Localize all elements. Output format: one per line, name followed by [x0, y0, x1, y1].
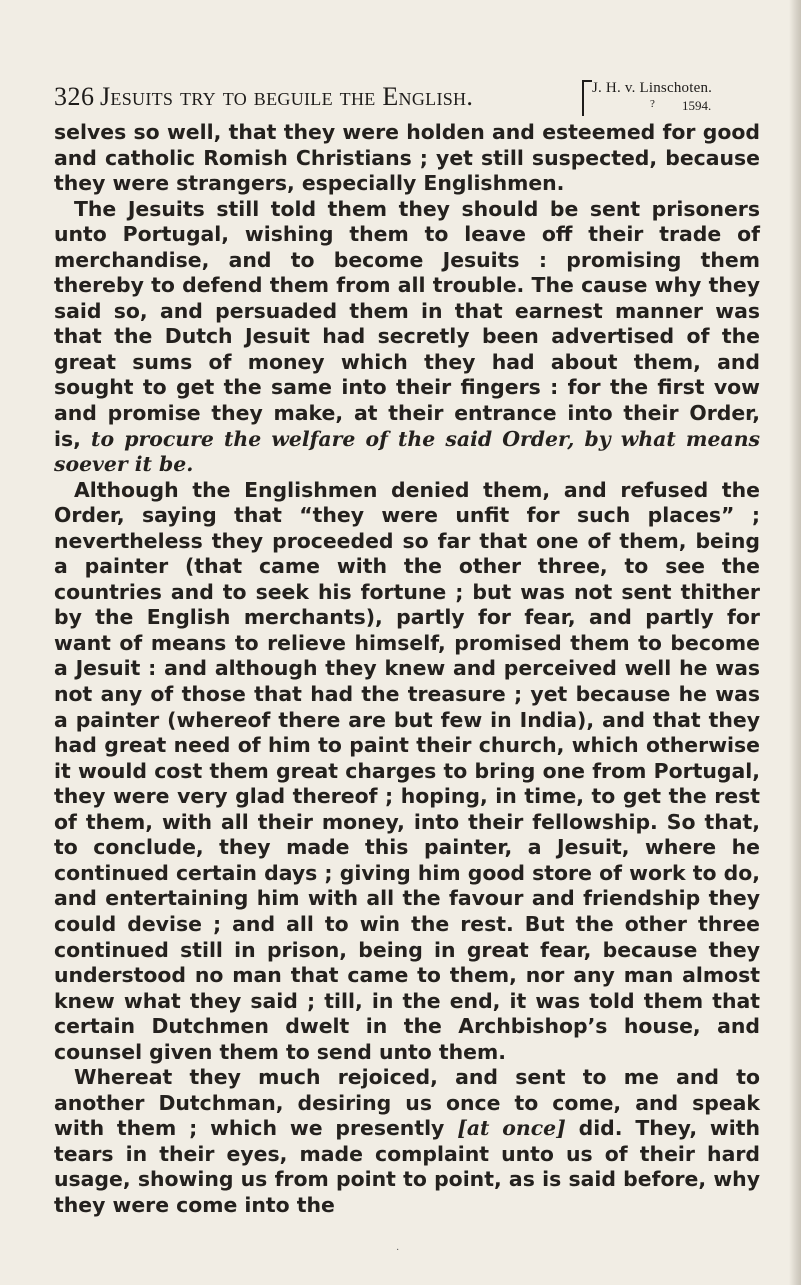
- bracket-mark: [582, 80, 592, 116]
- side-note-bracket: [582, 80, 760, 118]
- text-segment: selves so well, that they were holden and esteemed for good and catholic Romish Christians ; yet still suspected, because they were strangers, especially Englishmen.: [54, 120, 760, 196]
- bracket-year: 1594.: [682, 98, 712, 113]
- book-page: [54, 78, 760, 1219]
- text-segment: did. They, with tears in their eyes, made complaint unto us of their hard usage, showing us from point to point, as is said before, why they were come into the: [54, 1116, 760, 1217]
- paragraph: [54, 1065, 760, 1218]
- page-header: [54, 78, 760, 118]
- footer-mark: ·: [396, 1245, 400, 1256]
- running-title: Jesuits try to beguile the English.: [100, 82, 474, 111]
- italic-segment: [at once]: [457, 1116, 566, 1141]
- text-segment: Whereat they much rejoiced, and sent to me and to another Dutchman, desiring us once to come, and speak with them ; which we presently: [54, 1065, 760, 1141]
- bracket-author: J. H. v. Linschoten.: [592, 80, 713, 96]
- text-segment: The Jesuits still told them they should be sent prisoners unto Portugal, wishing them to leave off their trade of merchandise, and to become Jesuits : promising them thereby to defend them from all trouble. The cause why they said so, and persuaded them in that earnest manner was that the Dutch Jesuit had secretly been advertised of the great sums of money which they had about them, and sought to get the same into their fingers : for the first vow and promise they make, at their entrance into their Order, is,: [54, 196, 760, 451]
- bracket-question: ?: [650, 98, 655, 110]
- paragraph: [54, 478, 760, 1066]
- text-segment: Although the Englishmen denied them, and refused the Order, saying that “they were unfit for such places” ; nevertheless they proceeded so far that one of them, being a painter (that came with the other three, to see the countries and to seek his fortune ; but was not sent thither by the English merchants), partly for fear, and partly for want of means to relieve himself, promised them to become a Jesuit : and although they knew and perceived well he was not any of those that had the treasure ; yet because he was a painter (whereof there are but few in India), and that they had great need of him to paint their church, which otherwise it would cost them great charges to bring one from Portugal, they were very glad thereof ; hoping, in time, to get the rest of them, with all their money, into their fellowship. So that, to conclude, they made this painter, a Jesuit, where he continued certain days ; giving him good store of work to do, and entertaining him with all the favour and friendship they could devise ; and all to win the rest. But the other three continued still in prison, being in great fear, because they understood no man that came to them, nor any man almost knew what they said ; till, in the end, it was told them that certain Dutchmen dwelt in the Archbishop’s house, and counsel given them to send unto them.: [54, 477, 760, 1064]
- paragraph: [54, 197, 760, 478]
- page-number: 326: [54, 82, 95, 111]
- italic-segment: to procure the welfare of the said Order, by what means soever it be.: [54, 426, 760, 477]
- body-text: [54, 120, 760, 1219]
- paragraph: [54, 120, 760, 197]
- page-edge-shadow: [789, 0, 801, 1285]
